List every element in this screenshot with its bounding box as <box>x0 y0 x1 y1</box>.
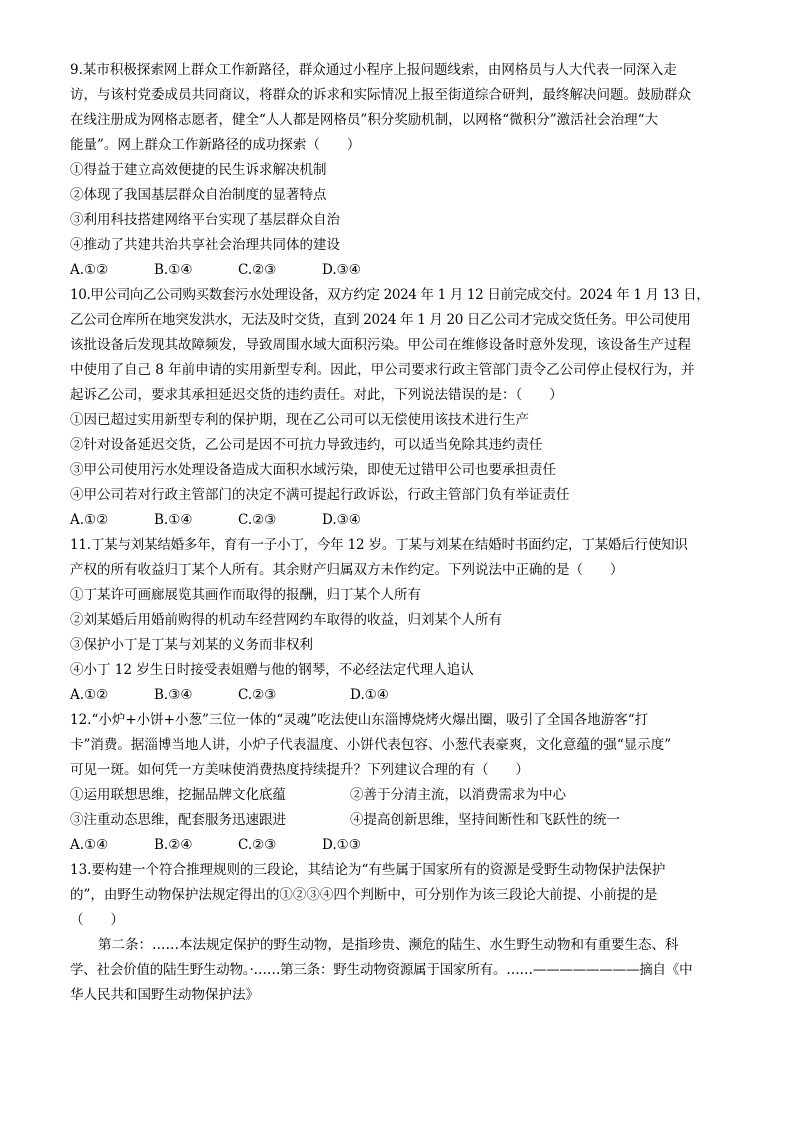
statement-item: ①因已超过实用新型专利的保护期，现在乙公司可以无偿使用该技术进行生产 <box>70 412 529 428</box>
answer-choices <box>70 833 726 858</box>
document-page <box>70 58 726 1008</box>
statement-item: ①丁某许可画廊展览其画作而取得的报酬，归丁某个人所有 <box>70 587 421 603</box>
excerpt-line: 学、社会价值的陆生野生动物。·……第三条：野生动物资源属于国家所有。……————————摘自《中 <box>70 962 693 978</box>
choice-c[interactable]: C.②③ <box>238 837 277 853</box>
question-stem-line: 12.“小炉+小饼+小葱”三位一体的“灵魂”吃法使山东淄博烧烤火爆出圈，吸引了全国各地游客“打 <box>70 712 649 728</box>
statement-item: ②体现了我国基层群众自治制度的显著特点 <box>70 187 327 203</box>
choice-a[interactable]: A.①② <box>70 262 109 278</box>
choice-c[interactable]: C.②③ <box>238 262 277 278</box>
question-stem-line: 产权的所有收益归丁某个人所有。其余财产归属双方未作约定。下列说法中正确的是（ ） <box>70 562 624 578</box>
statement-item: ①得益于建立高效便捷的民生诉求解决机制 <box>70 162 327 178</box>
question-10 <box>70 283 726 533</box>
statement-row <box>70 783 726 808</box>
excerpt-line: 华人民共和国野生动物保护法》 <box>70 987 259 1003</box>
choice-a[interactable]: A.①② <box>70 512 109 528</box>
statement-item: ③注重动态思维，配套服务迅速跟进 <box>70 812 286 828</box>
choice-a[interactable]: A.①④ <box>70 837 109 853</box>
question-stem-line: 9.某市积极探索网上群众工作新路径，群众通过小程序上报问题线索，由网格员与人大代表一同深入走 <box>70 62 677 78</box>
choice-b[interactable]: B.①④ <box>154 512 193 528</box>
question-12 <box>70 708 726 858</box>
statement-item: ②刘某婚后用婚前购得的机动车经营网约车取得的收益，归刘某个人所有 <box>70 612 502 628</box>
question-stem-line: 乙公司仓库所在地突发洪水，无法及时交货，直到 2024 年 1 月 20 日乙公司才完成交货任务。甲公司使用 <box>70 312 691 328</box>
question-stem-line: （ ） <box>70 912 124 928</box>
question-stem-line: 的”，由野生动物保护法规定得出的①②③④四个判断中，可分别作为该三段论大前提、小前提的是 <box>70 887 658 903</box>
statement-item: ③保护小丁是丁某与刘某的义务而非权利 <box>70 637 313 653</box>
choice-b[interactable]: B.③④ <box>154 687 193 703</box>
answer-choices <box>70 683 726 708</box>
choice-d[interactable]: D.①④ <box>350 687 389 703</box>
statement-item: ③利用科技搭建网络平台实现了基层群众自治 <box>70 212 340 228</box>
question-stem-line: 中使用了自己 8 年前申请的实用新型专利。因此，甲公司要求行政主管部门责令乙公司停止侵权行为，并 <box>70 362 695 378</box>
statement-item: ③甲公司使用污水处理设备造成大面积水域污染，即使无过错甲公司也要承担责任 <box>70 462 556 478</box>
choice-d[interactable]: D.③④ <box>322 262 361 278</box>
excerpt-line: 第二条：……本法规定保护的野生动物，是指珍贵、濒危的陆生、水生野生动物和有重要生态、科 <box>98 937 679 953</box>
statement-item: ①运用联想思维，挖掘品牌文化底蕴 <box>70 787 286 803</box>
statement-item: ④小丁 12 岁生日时接受表姐赠与他的钢琴，不必经法定代理人追认 <box>70 662 474 678</box>
statement-item: ④甲公司若对行政主管部门的决定不满可提起行政诉讼，行政主管部门负有举证责任 <box>70 487 570 503</box>
answer-choices <box>70 258 726 283</box>
answer-choices <box>70 508 726 533</box>
statement-item: ②善于分清主流，以消费需求为中心 <box>350 787 566 803</box>
question-stem-line: 起诉乙公司，要求其承担延迟交货的违约责任。对此，下列说法错误的是：（ ） <box>70 387 563 403</box>
statement-row <box>70 808 726 833</box>
choice-c[interactable]: C.②③ <box>238 512 277 528</box>
question-stem-line: 该批设备后发现其故障频发，导致周围水域大面积污染。甲公司在维修设备时意外发现，该设备生产过程 <box>70 337 691 353</box>
question-stem-line: 可见一斑。如何凭一方美味使消费热度持续提升？下列建议合理的有（ ） <box>70 762 529 778</box>
choice-c[interactable]: C.②③ <box>238 687 277 703</box>
statement-item: ④提高创新思维，坚持间断性和飞跃性的统一 <box>350 812 620 828</box>
question-stem-line: 11.丁某与刘某结婚多年，育有一子小丁，今年 12 岁。丁某与刘某在结婚时书面约定，丁某婚后行使知识 <box>70 537 688 553</box>
choice-b[interactable]: B.①④ <box>154 262 193 278</box>
question-stem-line: 访，与该村党委成员共同商议，将群众的诉求和实际情况上报至街道综合研判，最终解决问题。鼓励群众 <box>70 87 691 103</box>
law-excerpt <box>70 933 726 1008</box>
question-stem-line: 在线注册成为网格志愿者，健全“人人都是网格员”积分奖励机制，以网格“微积分”激活社会治理“大 <box>70 112 659 128</box>
question-stem-line: 卡”消费。据淄博当地人讲，小炉子代表温度、小饼代表包容、小葱代表豪爽，文化意蕴的强“显示度” <box>70 737 672 753</box>
choice-d[interactable]: D.③④ <box>322 512 361 528</box>
question-9 <box>70 58 726 283</box>
question-13 <box>70 858 726 1008</box>
choice-a[interactable]: A.①② <box>70 687 109 703</box>
question-stem-line: 能量”。网上群众工作新路径的成功探索（ ） <box>70 137 361 153</box>
question-stem-line: 13.要构建一个符合推理规则的三段论，其结论为“有些属于国家所有的资源是受野生动物保护法保护 <box>70 862 666 878</box>
question-11 <box>70 533 726 708</box>
statement-item: ②针对设备延迟交货，乙公司是因不可抗力导致违约，可以适当免除其违约责任 <box>70 437 543 453</box>
choice-b[interactable]: B.②④ <box>154 837 193 853</box>
choice-d[interactable]: D.①③ <box>322 837 361 853</box>
statement-item: ④推动了共建共治共享社会治理共同体的建设 <box>70 237 340 253</box>
question-stem-line: 10.甲公司向乙公司购买数套污水处理设备，双方约定 2024 年 1 月 12 日前完成交付。2024 年 1 月 13 日， <box>70 287 710 303</box>
